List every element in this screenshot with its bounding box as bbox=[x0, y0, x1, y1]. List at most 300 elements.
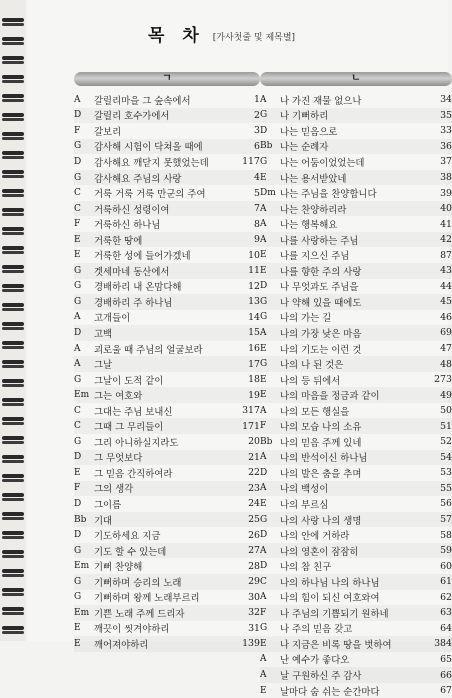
entry-title: 나는 어둠이었었는데 bbox=[280, 157, 365, 169]
entry-key: D bbox=[260, 125, 268, 136]
entry-key: E bbox=[74, 250, 81, 261]
entry-key: Em bbox=[74, 390, 90, 401]
index-entry[interactable] bbox=[74, 310, 260, 326]
entry-title: 그의 생각 bbox=[94, 484, 134, 496]
index-entry[interactable] bbox=[260, 387, 452, 403]
binding-ring bbox=[2, 607, 24, 611]
entry-title: 거룩한 땅에 bbox=[94, 235, 143, 247]
entry-key: E bbox=[260, 250, 267, 261]
entry-page: 2 bbox=[254, 109, 260, 121]
index-entry[interactable] bbox=[74, 201, 260, 217]
index-entry[interactable] bbox=[260, 621, 452, 637]
entry-page: 41 bbox=[440, 218, 452, 230]
entry-key: A bbox=[260, 670, 267, 680]
index-entry[interactable] bbox=[260, 418, 452, 434]
entry-key: A bbox=[260, 545, 267, 556]
entry-key: G bbox=[74, 576, 82, 587]
index-entry[interactable] bbox=[260, 263, 452, 279]
entry-key: F bbox=[260, 421, 267, 432]
entry-key: A bbox=[260, 592, 267, 603]
entry-title: 나 지금은 비록 땅을 벗하여 bbox=[280, 639, 392, 651]
index-entry[interactable] bbox=[260, 450, 452, 466]
entry-page: 69 bbox=[440, 327, 452, 339]
entry-page: 9 bbox=[254, 234, 260, 246]
entry-page: 57 bbox=[440, 514, 452, 526]
index-entry[interactable] bbox=[74, 450, 260, 466]
entry-key: C bbox=[74, 188, 81, 199]
index-entry[interactable] bbox=[74, 512, 260, 528]
entry-page: 33 bbox=[440, 125, 452, 137]
entry-key: G bbox=[260, 110, 268, 121]
entry-title: 나의 부르심 bbox=[280, 499, 329, 511]
entry-title: 나 가진 재물 없으나 bbox=[280, 95, 362, 107]
index-entry[interactable] bbox=[74, 403, 260, 419]
entry-page: 61 bbox=[440, 576, 452, 588]
binding-ring bbox=[2, 436, 24, 440]
entry-list bbox=[260, 92, 452, 698]
entry-key: D bbox=[74, 110, 82, 121]
index-entry[interactable] bbox=[260, 170, 452, 186]
entry-title: 나의 기도는 이런 것 bbox=[280, 344, 362, 356]
entry-page: 29 bbox=[248, 576, 260, 588]
index-entry[interactable] bbox=[74, 154, 260, 170]
entry-key: G bbox=[74, 436, 82, 447]
index-entry[interactable] bbox=[260, 108, 452, 124]
binding-ring bbox=[2, 208, 24, 212]
entry-title: 나는 주님을 찬양합니다 bbox=[280, 189, 377, 201]
entry-key: A bbox=[260, 94, 267, 105]
entry-title: 괴로울 때 주님의 얼굴보라 bbox=[94, 344, 203, 356]
index-column-giyeok bbox=[74, 72, 260, 652]
entry-title: 깨끗이 씻겨야하리 bbox=[94, 624, 170, 636]
binding-ring bbox=[2, 341, 24, 345]
entry-key: C bbox=[74, 405, 81, 416]
entry-key: E bbox=[74, 467, 81, 478]
index-entry[interactable] bbox=[260, 341, 452, 357]
index-entry[interactable] bbox=[74, 605, 260, 621]
entry-title: 나의 하나님 나의 하나님 bbox=[280, 577, 380, 589]
index-entry[interactable] bbox=[260, 605, 452, 621]
index-page bbox=[28, 0, 452, 698]
entry-title: 나는 순례자 bbox=[280, 142, 329, 154]
entry-key: A bbox=[260, 654, 267, 665]
entry-title: 나의 사랑 나의 생명 bbox=[280, 515, 362, 527]
entry-page: 31 bbox=[248, 622, 260, 634]
entry-key: C bbox=[74, 421, 81, 432]
entry-page: 17 bbox=[248, 358, 260, 370]
index-entry[interactable] bbox=[260, 123, 452, 139]
entry-page: 26 bbox=[248, 529, 260, 541]
entry-key: G bbox=[74, 374, 82, 385]
entry-title: 그이름 bbox=[94, 499, 122, 511]
entry-title: 난 예수가 좋다오 bbox=[280, 655, 350, 667]
index-entry[interactable] bbox=[74, 139, 260, 155]
entry-title: 나는 행복해요 bbox=[280, 220, 338, 232]
binding-ring bbox=[2, 56, 24, 60]
entry-page: 38 bbox=[440, 172, 452, 183]
binding-ring bbox=[2, 379, 24, 383]
entry-page: 13 bbox=[248, 296, 260, 308]
index-entry[interactable] bbox=[260, 543, 452, 559]
entry-title: 그리 아니하실지라도 bbox=[94, 437, 179, 449]
entry-title: 나의 반석이신 하나님 bbox=[280, 453, 368, 465]
entry-key: D bbox=[260, 281, 268, 292]
entry-title: 갈보리 bbox=[94, 126, 122, 138]
entry-page: 117 bbox=[242, 156, 260, 168]
entry-key: F bbox=[74, 219, 81, 230]
entry-key: D bbox=[74, 327, 82, 338]
index-entry[interactable] bbox=[260, 590, 452, 606]
binding-ring bbox=[2, 113, 24, 117]
entry-key: E bbox=[74, 623, 81, 634]
index-entry[interactable] bbox=[260, 683, 452, 698]
entry-key: Dm bbox=[260, 188, 276, 199]
binding-ring bbox=[2, 75, 24, 79]
entry-title: 그 믿음 간직하여라 bbox=[94, 468, 173, 480]
index-entry[interactable] bbox=[74, 108, 260, 124]
entry-key: E bbox=[260, 374, 267, 385]
entry-page: 39 bbox=[440, 187, 452, 199]
index-entry[interactable] bbox=[260, 201, 452, 217]
entry-page: 37 bbox=[440, 156, 452, 168]
entry-page: 55 bbox=[440, 482, 452, 494]
binding-ring bbox=[2, 284, 24, 288]
entry-title: 나의 모든 행실을 bbox=[280, 406, 350, 418]
entry-title: 거룩한 성에 들어가겠네 bbox=[94, 251, 191, 263]
entry-page: 20 bbox=[248, 436, 260, 448]
entry-key: A bbox=[260, 234, 267, 245]
entry-title: 나의 믿음 주께 있네 bbox=[280, 437, 362, 449]
entry-key: E bbox=[260, 390, 267, 401]
entry-key: G bbox=[74, 281, 82, 292]
index-entry[interactable] bbox=[74, 465, 260, 481]
index-entry[interactable] bbox=[74, 434, 260, 450]
entry-key: E bbox=[74, 234, 81, 245]
entry-title: 거룩 거룩 거룩 만군의 주여 bbox=[94, 189, 206, 201]
entry-page: 317 bbox=[242, 405, 260, 417]
entry-page: 32 bbox=[248, 607, 260, 619]
entry-title: 기대 bbox=[94, 515, 113, 527]
entry-page: 21 bbox=[248, 451, 260, 463]
entry-title: 기뻐 찬양해 bbox=[94, 562, 143, 574]
column-heading-nieun: ㄴ bbox=[260, 72, 452, 86]
index-entry[interactable] bbox=[260, 434, 452, 450]
entry-key: F bbox=[74, 483, 81, 494]
entry-page: 28 bbox=[248, 560, 260, 572]
spiral-binding bbox=[0, 0, 26, 641]
entry-title: 나를 향한 주의 사랑 bbox=[280, 266, 362, 278]
entry-key: D bbox=[74, 156, 82, 167]
entry-page: 8 bbox=[254, 218, 260, 230]
entry-key: E bbox=[260, 498, 267, 509]
entry-page: 7 bbox=[254, 203, 260, 215]
index-entry[interactable] bbox=[260, 279, 452, 295]
entry-page: 87 bbox=[440, 249, 452, 261]
binding-ring bbox=[2, 588, 24, 592]
entry-title: 나 약해 있을 때에도 bbox=[280, 297, 362, 309]
index-entry[interactable] bbox=[74, 185, 260, 201]
binding-ring bbox=[2, 474, 24, 478]
entry-page: 44 bbox=[440, 280, 452, 292]
entry-title: 감사해요 주님의 사랑 bbox=[94, 173, 182, 185]
entry-title: 나를 지으신 주님 bbox=[280, 251, 350, 263]
entry-title: 기쁜 노래 주께 드리자 bbox=[94, 608, 185, 620]
entry-page: 45 bbox=[440, 296, 452, 308]
entry-page: 5 bbox=[254, 187, 260, 199]
index-entry[interactable] bbox=[74, 294, 260, 310]
entry-key: G bbox=[74, 545, 82, 556]
entry-page: 49 bbox=[440, 389, 452, 401]
index-entry[interactable] bbox=[260, 527, 452, 543]
index-entry[interactable] bbox=[74, 527, 260, 543]
entry-key: G bbox=[260, 623, 268, 634]
entry-title: 겟세마네 동산에서 bbox=[94, 266, 170, 278]
index-entry[interactable] bbox=[260, 216, 452, 232]
index-entry[interactable] bbox=[74, 590, 260, 606]
binding-ring bbox=[2, 18, 24, 22]
entry-page: 43 bbox=[440, 265, 452, 277]
entry-title: 기뻐하며 승리의 노래 bbox=[94, 577, 182, 589]
entry-key: Bb bbox=[74, 514, 87, 525]
entry-key: A bbox=[260, 219, 267, 230]
index-entry[interactable] bbox=[74, 123, 260, 139]
index-entry[interactable] bbox=[260, 294, 452, 310]
entry-page: 65 bbox=[440, 653, 452, 665]
index-entry[interactable] bbox=[260, 325, 452, 341]
entry-key: E bbox=[260, 685, 267, 696]
index-entry[interactable] bbox=[260, 310, 452, 326]
entry-title: 나의 등 뒤에서 bbox=[280, 375, 341, 387]
entry-title: 거룩하신 하나님 bbox=[94, 220, 161, 232]
entry-key: A bbox=[74, 343, 81, 354]
entry-page: 40 bbox=[440, 203, 452, 215]
entry-key: G bbox=[260, 312, 268, 323]
binding-ring bbox=[2, 626, 24, 630]
binding-ring bbox=[2, 189, 24, 193]
binding-ring bbox=[2, 398, 24, 402]
entry-title: 나의 나 된 것은 bbox=[280, 360, 344, 372]
index-entry[interactable] bbox=[260, 667, 452, 683]
entry-page: 50 bbox=[440, 405, 452, 417]
entry-title: 나의 백성이 bbox=[280, 484, 329, 496]
index-entry[interactable] bbox=[260, 247, 452, 263]
index-entry[interactable] bbox=[260, 512, 452, 528]
entry-title: 그날이 도적 같이 bbox=[94, 375, 164, 387]
entry-title: 나의 가는 길 bbox=[280, 313, 332, 325]
entry-title: 나의 발은 춤을 추며 bbox=[280, 468, 362, 480]
entry-page: 19 bbox=[248, 389, 260, 401]
entry-title: 경배하리 내 온맘다해 bbox=[94, 282, 182, 294]
index-entry[interactable] bbox=[260, 574, 452, 590]
entry-page: 22 bbox=[248, 467, 260, 479]
entry-title: 나 기뻐하리 bbox=[280, 111, 329, 123]
binding-ring bbox=[2, 227, 24, 231]
entry-page: 14 bbox=[248, 311, 260, 323]
index-entry[interactable] bbox=[74, 574, 260, 590]
entry-page: 25 bbox=[248, 514, 260, 526]
entry-title: 거룩하신 성령이여 bbox=[94, 204, 170, 216]
index-entry[interactable] bbox=[74, 543, 260, 559]
entry-page: 171 bbox=[242, 420, 260, 432]
binding-ring bbox=[2, 303, 24, 307]
index-entry[interactable] bbox=[74, 279, 260, 295]
index-entry[interactable] bbox=[260, 558, 452, 574]
entry-title: 나의 영혼이 잠잠히 bbox=[280, 546, 359, 558]
index-entry[interactable] bbox=[74, 636, 260, 652]
entry-key: A bbox=[74, 94, 81, 105]
entry-key: D bbox=[260, 530, 268, 541]
index-entry[interactable] bbox=[74, 216, 260, 232]
index-entry[interactable] bbox=[74, 621, 260, 637]
entry-key: C bbox=[260, 576, 267, 587]
index-column-nieun bbox=[260, 72, 452, 698]
entry-page: 6 bbox=[254, 140, 260, 152]
column-heading-giyeok: ㄱ bbox=[74, 72, 260, 86]
entry-page: 66 bbox=[440, 669, 452, 681]
index-entry[interactable] bbox=[260, 232, 452, 248]
index-entry[interactable] bbox=[74, 387, 260, 403]
entry-key: Bb bbox=[260, 141, 273, 152]
index-entry[interactable] bbox=[260, 652, 452, 668]
entry-title: 기도 할 수 있는데 bbox=[94, 546, 167, 558]
entry-list bbox=[74, 92, 260, 652]
index-entry[interactable] bbox=[260, 403, 452, 419]
index-entry[interactable] bbox=[260, 92, 452, 108]
entry-title: 날마다 숨 쉬는 순간마다 bbox=[280, 686, 380, 698]
entry-key: F bbox=[260, 607, 267, 618]
entry-page: 16 bbox=[248, 343, 260, 355]
entry-key: F bbox=[74, 125, 81, 136]
entry-key: A bbox=[74, 312, 81, 323]
entry-page: 1 bbox=[254, 94, 260, 106]
entry-title: 나는 용서받았네 bbox=[280, 173, 347, 185]
entry-page: 46 bbox=[440, 311, 452, 323]
entry-page: 15 bbox=[248, 327, 260, 339]
entry-page: 58 bbox=[440, 529, 452, 541]
index-entry[interactable] bbox=[74, 481, 260, 497]
entry-key: E bbox=[260, 265, 267, 276]
entry-page: 384 bbox=[434, 638, 452, 650]
entry-page: 51 bbox=[440, 420, 452, 432]
entry-title: 나는 믿음으로 bbox=[280, 126, 338, 138]
entry-key: A bbox=[260, 405, 267, 416]
entry-title: 나 무엇과도 주님을 bbox=[280, 282, 359, 294]
entry-title: 나의 마음을 정금과 같이 bbox=[280, 391, 380, 403]
index-entry[interactable] bbox=[74, 232, 260, 248]
entry-page: 273 bbox=[434, 374, 452, 386]
binding-ring bbox=[2, 417, 24, 421]
title-subtitle: [가사첫줄 및 제목별] bbox=[212, 33, 296, 43]
entry-page: 3 bbox=[254, 125, 260, 137]
index-entry[interactable] bbox=[74, 372, 260, 388]
entry-key: G bbox=[74, 172, 82, 183]
index-entry[interactable] bbox=[74, 341, 260, 357]
entry-title: 갈릴리 호수가에서 bbox=[94, 111, 170, 123]
entry-key: C bbox=[74, 203, 81, 214]
entry-title: 나를 사랑하는 주님 bbox=[280, 235, 359, 247]
entry-key: A bbox=[260, 203, 267, 214]
entry-key: G bbox=[260, 156, 268, 167]
index-entry[interactable] bbox=[74, 92, 260, 108]
entry-page: 52 bbox=[440, 436, 452, 448]
index-entry[interactable] bbox=[260, 496, 452, 512]
entry-key: Em bbox=[74, 607, 90, 618]
entry-page: 4 bbox=[254, 172, 260, 183]
index-entry[interactable] bbox=[260, 481, 452, 497]
entry-page: 64 bbox=[440, 622, 452, 634]
index-entry[interactable] bbox=[74, 325, 260, 341]
entry-title: 그 무엇보다 bbox=[94, 453, 143, 465]
index-entry[interactable] bbox=[260, 139, 452, 155]
entry-key: A bbox=[260, 483, 267, 494]
binding-ring bbox=[2, 170, 24, 174]
entry-page: 36 bbox=[440, 140, 452, 152]
binding-ring bbox=[2, 512, 24, 516]
entry-title: 고개들이 bbox=[94, 313, 131, 325]
index-entry[interactable] bbox=[260, 465, 452, 481]
entry-title: 감사해 시험이 닥쳐올 때에 bbox=[94, 142, 203, 154]
binding-ring bbox=[2, 455, 24, 459]
entry-title: 나의 안에 거하라 bbox=[280, 531, 350, 543]
entry-key: D bbox=[74, 452, 82, 463]
entry-page: 30 bbox=[248, 591, 260, 603]
entry-page: 62 bbox=[440, 591, 452, 603]
entry-page: 48 bbox=[440, 358, 452, 370]
binding-ring bbox=[2, 493, 24, 497]
entry-title: 그대는 주님 보내신 bbox=[94, 406, 173, 418]
index-entry[interactable] bbox=[260, 154, 452, 170]
entry-title: 나 주의 믿음 갖고 bbox=[280, 624, 353, 636]
index-entry[interactable] bbox=[74, 263, 260, 279]
entry-key: A bbox=[74, 359, 81, 370]
entry-key: G bbox=[260, 514, 268, 525]
entry-page: 42 bbox=[440, 234, 452, 246]
entry-title: 기뻐하며 왕께 노래부르리 bbox=[94, 593, 200, 605]
index-entry[interactable] bbox=[74, 247, 260, 263]
entry-page: 63 bbox=[440, 607, 452, 619]
entry-page: 139 bbox=[242, 638, 260, 650]
entry-title: 그때 그 무리들이 bbox=[94, 422, 164, 434]
binding-ring bbox=[2, 265, 24, 269]
entry-title: 나 주님의 기쁨되기 원하네 bbox=[280, 608, 389, 620]
page-title bbox=[148, 12, 368, 46]
entry-key: E bbox=[260, 343, 267, 354]
index-entry[interactable] bbox=[260, 185, 452, 201]
entry-title: 나의 힘이 되신 여호와여 bbox=[280, 593, 380, 605]
entry-page: 56 bbox=[440, 498, 452, 510]
entry-page: 59 bbox=[440, 545, 452, 557]
entry-key: Em bbox=[74, 561, 90, 572]
entry-key: D bbox=[260, 561, 268, 572]
index-entry[interactable] bbox=[260, 636, 452, 652]
entry-title: 그날 bbox=[94, 360, 113, 372]
entry-title: 감사해요 깨닫지 못했었는데 bbox=[94, 157, 209, 169]
index-entry[interactable] bbox=[260, 356, 452, 372]
index-entry[interactable] bbox=[74, 418, 260, 434]
entry-page: 27 bbox=[248, 545, 260, 557]
index-entry[interactable] bbox=[74, 558, 260, 574]
entry-title: 날 구원하신 주 감사 bbox=[280, 671, 362, 682]
index-entry[interactable] bbox=[260, 372, 452, 388]
index-entry[interactable] bbox=[74, 356, 260, 372]
entry-page: 60 bbox=[440, 560, 452, 572]
index-entry[interactable] bbox=[74, 170, 260, 186]
entry-title: 깨어져야하리 bbox=[94, 639, 149, 651]
binding-ring bbox=[2, 322, 24, 326]
index-entry[interactable] bbox=[74, 496, 260, 512]
entry-page: 24 bbox=[248, 498, 260, 510]
entry-key: G bbox=[74, 592, 82, 603]
